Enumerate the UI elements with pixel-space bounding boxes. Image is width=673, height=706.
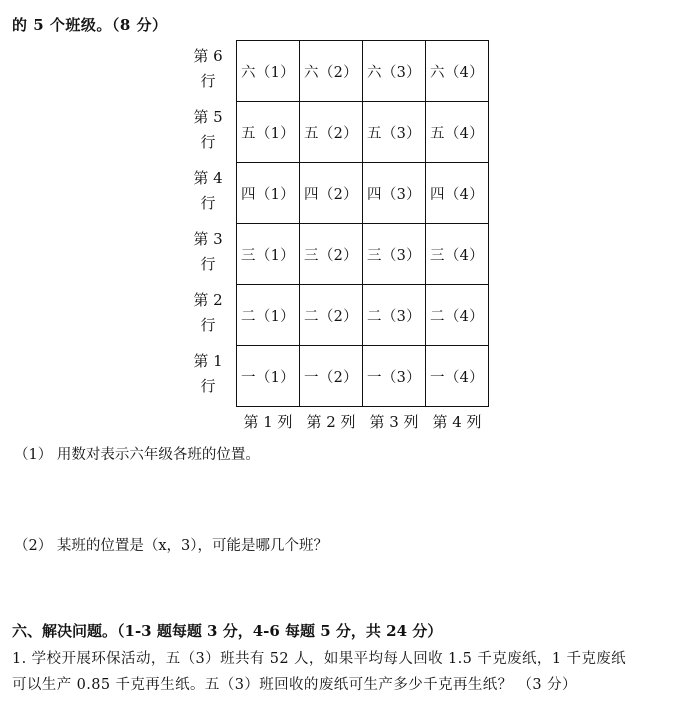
row-label-num: 第 4 bbox=[193, 169, 223, 187]
grid-cell: 一（3） bbox=[363, 346, 426, 407]
grid-cell: 五（3） bbox=[363, 102, 426, 163]
grid-cell: 三（3） bbox=[363, 224, 426, 285]
grid-row bbox=[237, 346, 489, 407]
row-label-num: 第 5 bbox=[193, 108, 223, 126]
row-label-num: 第 2 bbox=[193, 291, 223, 309]
grid-cell: 一（2） bbox=[300, 346, 363, 407]
grid-cell: 四（2） bbox=[300, 163, 363, 224]
grid-row bbox=[237, 102, 489, 163]
grid-cell: 五（1） bbox=[237, 102, 300, 163]
section-6-title: 六、解决问题。（1-3 题每题 3 分，4-6 每题 5 分，共 24 分） bbox=[12, 622, 443, 640]
class-seat-grid bbox=[236, 40, 489, 407]
grid-cell: 三（2） bbox=[300, 224, 363, 285]
row-label-num: 第 3 bbox=[193, 230, 223, 248]
grid-cell: 二（4） bbox=[426, 285, 489, 346]
question-1: （1） 用数对表示六年级各班的位置。 bbox=[14, 447, 260, 463]
grid-cell: 四（3） bbox=[363, 163, 426, 224]
grid-cell: 一（4） bbox=[426, 346, 489, 407]
col-label-1: 第 1 列 bbox=[243, 413, 293, 431]
grid-row bbox=[237, 285, 489, 346]
grid-cell: 二（2） bbox=[300, 285, 363, 346]
intro-line: 的 5 个班级。（8 分） bbox=[12, 16, 168, 34]
grid-row bbox=[237, 41, 489, 102]
row-label-num: 第 1 bbox=[193, 352, 223, 370]
question-2: （2） 某班的位置是（x，3），可能是哪几个班？ bbox=[14, 538, 328, 554]
problem-1-line-2: 可以生产 0.85 千克再生纸。五（3）班回收的废纸可生产多少千克再生纸？ （3 分） bbox=[12, 677, 577, 693]
grid-cell: 五（4） bbox=[426, 102, 489, 163]
row-label-2 bbox=[186, 288, 230, 338]
row-label-suffix: 行 bbox=[200, 377, 216, 395]
col-label-2: 第 2 列 bbox=[306, 413, 356, 431]
row-label-1 bbox=[186, 349, 230, 399]
grid-cell: 二（3） bbox=[363, 285, 426, 346]
row-label-suffix: 行 bbox=[200, 133, 216, 151]
grid-cell: 五（2） bbox=[300, 102, 363, 163]
row-label-suffix: 行 bbox=[200, 255, 216, 273]
grid-cell: 四（4） bbox=[426, 163, 489, 224]
row-label-5 bbox=[186, 105, 230, 155]
row-label-suffix: 行 bbox=[200, 194, 216, 212]
grid-cell: 六（2） bbox=[300, 41, 363, 102]
problem-1-line-1: 1. 学校开展环保活动，五（3）班共有 52 人，如果平均每人回收 1.5 千克废纸，1 千克废纸 bbox=[12, 651, 627, 667]
row-label-suffix: 行 bbox=[200, 72, 216, 90]
grid-row bbox=[237, 224, 489, 285]
grid-cell: 一（1） bbox=[237, 346, 300, 407]
col-label-3: 第 3 列 bbox=[369, 413, 419, 431]
row-label-4 bbox=[186, 166, 230, 216]
grid-cell: 六（1） bbox=[237, 41, 300, 102]
col-label-4: 第 4 列 bbox=[432, 413, 482, 431]
grid-cell: 六（4） bbox=[426, 41, 489, 102]
row-label-suffix: 行 bbox=[200, 316, 216, 334]
grid-cell: 六（3） bbox=[363, 41, 426, 102]
grid-cell: 三（1） bbox=[237, 224, 300, 285]
grid-cell: 三（4） bbox=[426, 224, 489, 285]
row-label-num: 第 6 bbox=[193, 47, 223, 65]
grid-row bbox=[237, 163, 489, 224]
grid-cell: 四（1） bbox=[237, 163, 300, 224]
row-label-6 bbox=[186, 44, 230, 94]
grid-cell: 二（1） bbox=[237, 285, 300, 346]
row-label-3 bbox=[186, 227, 230, 277]
